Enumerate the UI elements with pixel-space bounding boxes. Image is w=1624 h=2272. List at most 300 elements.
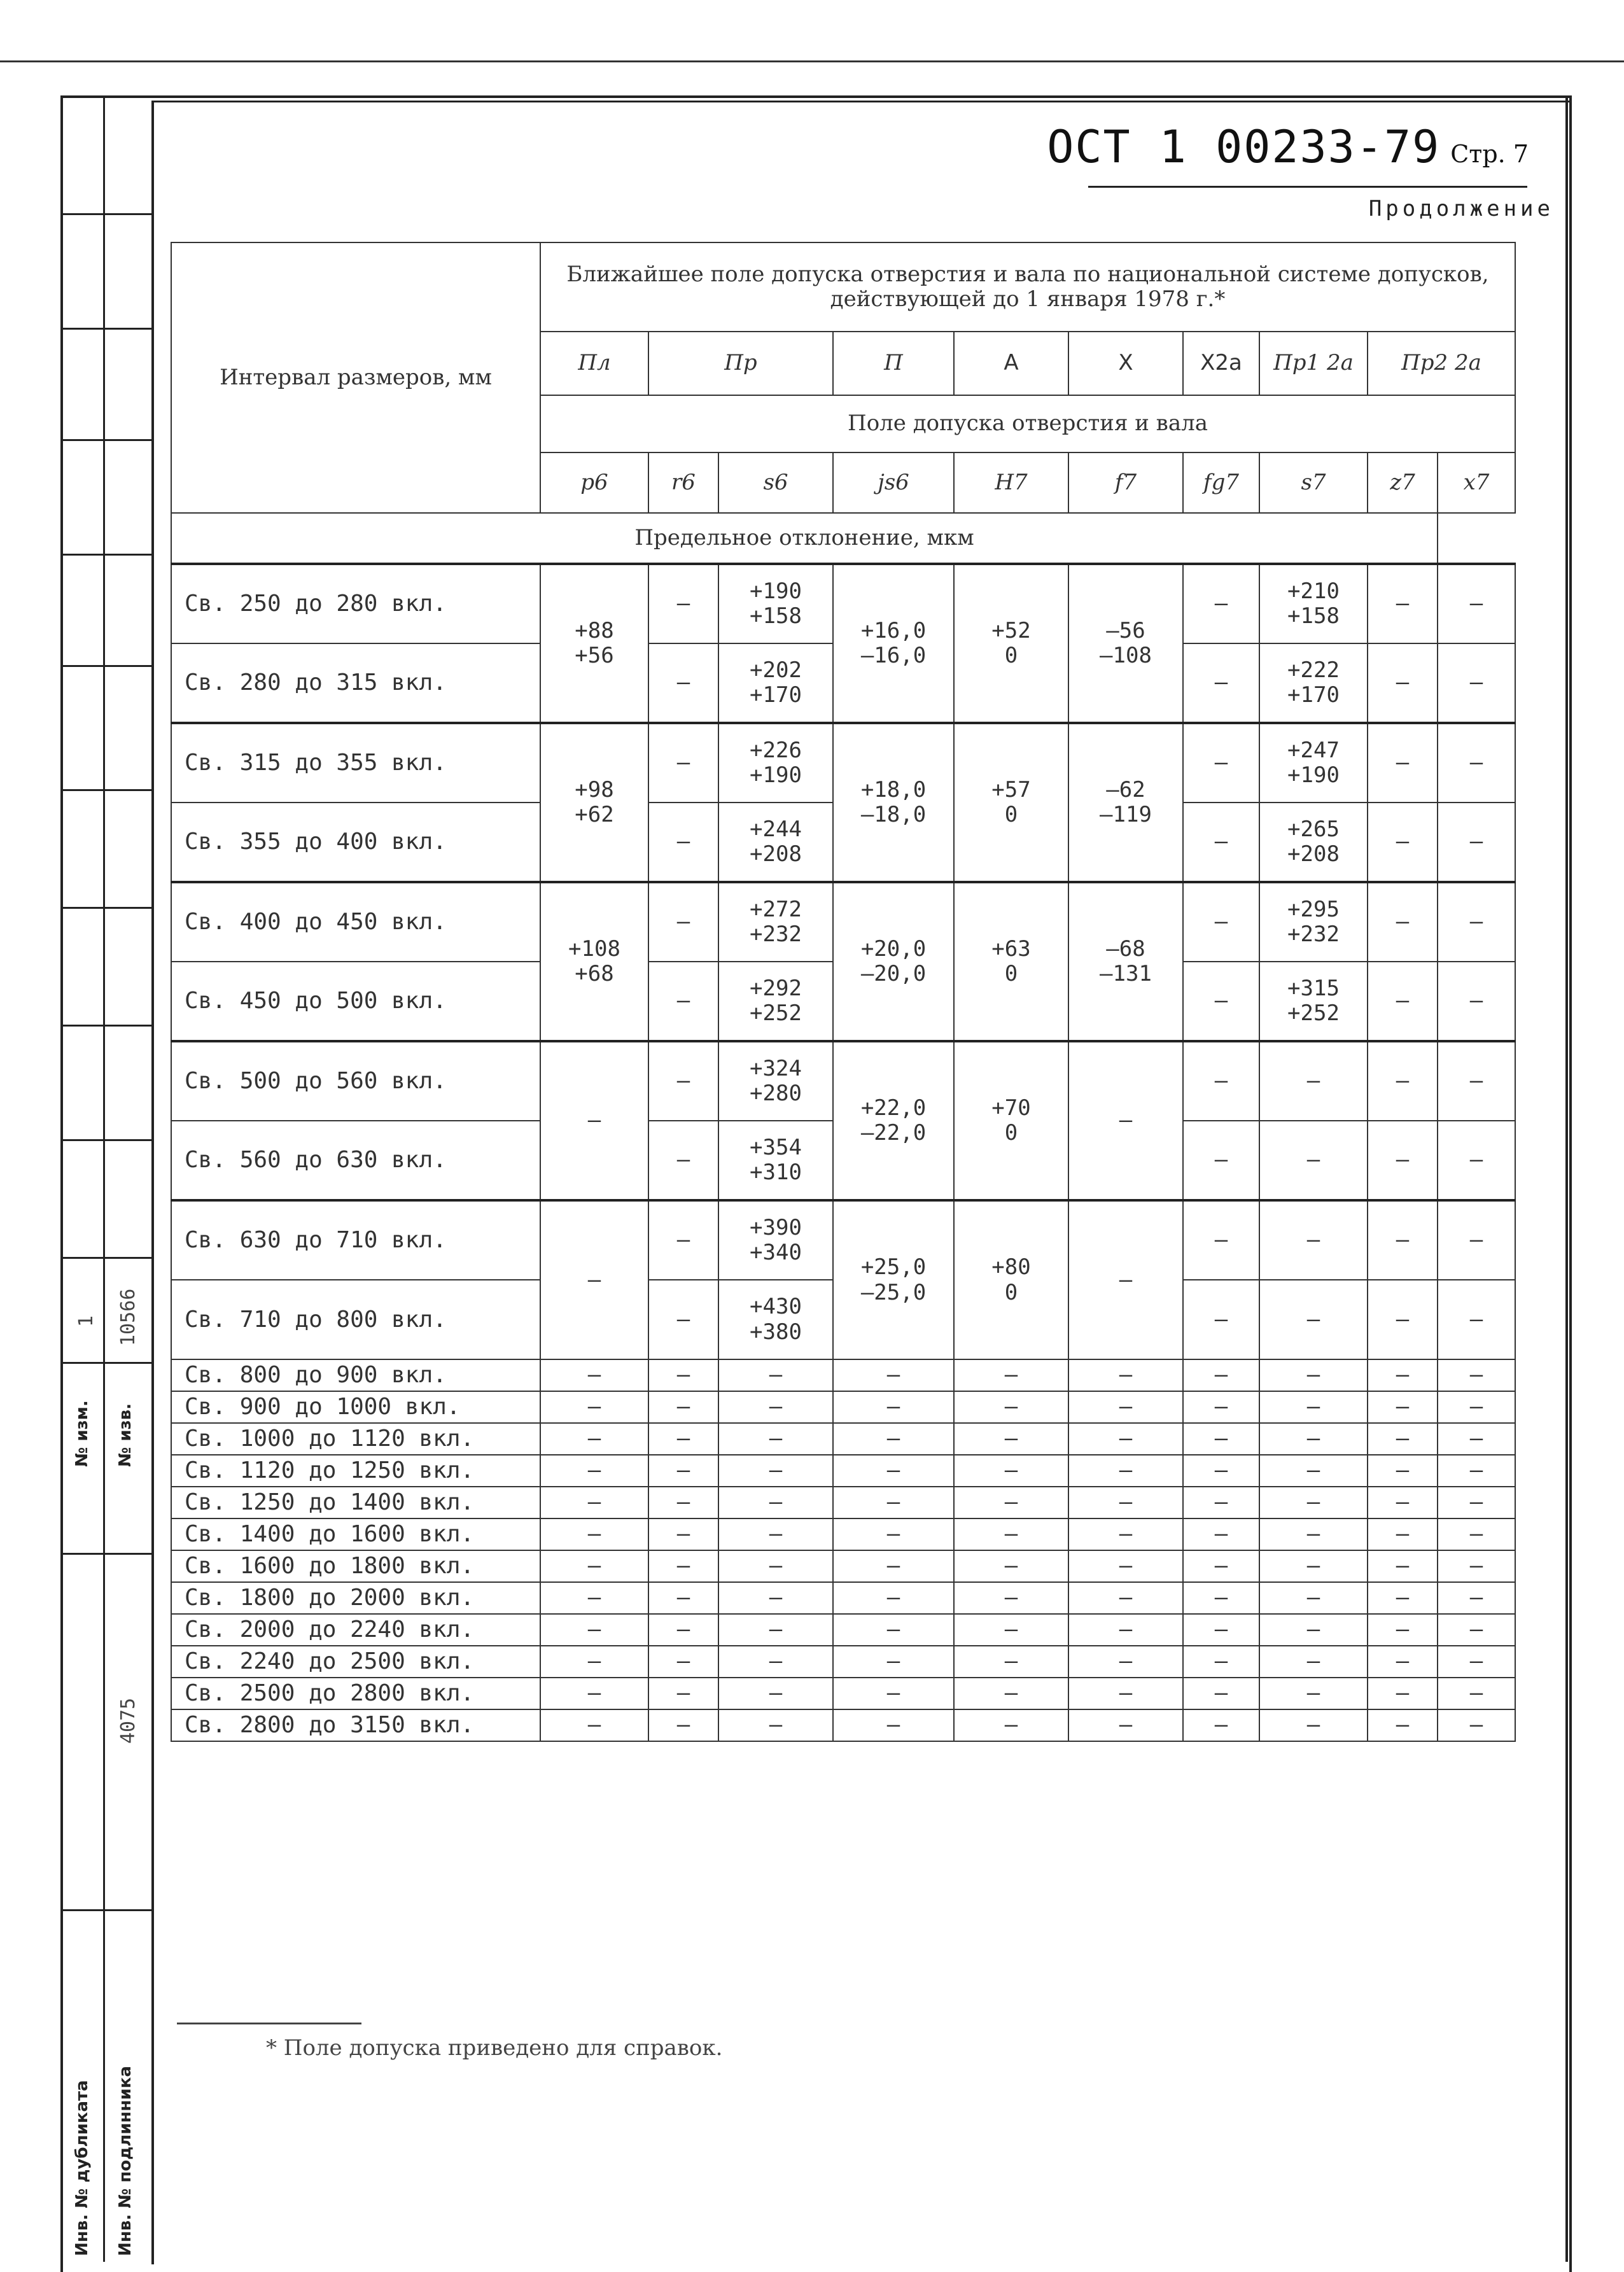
fg7-cell: –: [1183, 962, 1259, 1041]
margin-tick: [60, 554, 151, 556]
js6-cell: –: [833, 1582, 954, 1614]
js6-cell: –: [833, 1678, 954, 1709]
s6-cell: –: [718, 1614, 833, 1646]
table-row: [171, 1582, 1515, 1614]
field-label: Поле допуска отверстия и вала: [540, 395, 1515, 452]
p6-cell: –: [540, 1455, 648, 1487]
fg7-cell: –: [1183, 643, 1259, 723]
s7-cell-upper: +315: [1287, 975, 1340, 1001]
s6-cell: [718, 1280, 833, 1359]
interval-cell: Св. 1600 до 1800 вкл.: [171, 1550, 540, 1582]
s7-cell: –: [1259, 1582, 1368, 1614]
r6-cell: –: [648, 1423, 718, 1455]
interval-cell: Св. 560 до 630 вкл.: [171, 1121, 540, 1200]
r6-cell: –: [648, 1455, 718, 1487]
tolerance-table: [171, 242, 1516, 1742]
izm-value: 1: [75, 1315, 97, 1327]
s7-cell: [1259, 643, 1368, 723]
f7-cell: [1068, 564, 1183, 723]
table-row: [171, 1455, 1515, 1487]
p6-cell: –: [540, 1041, 648, 1200]
fg7-cell: –: [1183, 1121, 1259, 1200]
x7-cell: –: [1438, 1041, 1515, 1121]
f7-cell: –: [1068, 1678, 1183, 1709]
national-field-a: А: [954, 332, 1068, 395]
p6-cell-upper: +88: [575, 617, 614, 643]
fg7-cell: –: [1183, 1646, 1259, 1678]
h7-cell-upper: +63: [991, 936, 1031, 962]
interval-cell: Св. 280 до 315 вкл.: [171, 643, 540, 723]
margin-tick: [60, 1362, 151, 1364]
js6-cell: –: [833, 1614, 954, 1646]
js6-cell-lower: –18,0: [860, 802, 927, 827]
interval-cell: Св. 900 до 1000 вкл.: [171, 1391, 540, 1423]
h7-cell-upper: +57: [991, 776, 1031, 803]
margin-tick: [60, 789, 151, 791]
fg7-cell: –: [1183, 1709, 1259, 1741]
p6-cell: –: [540, 1709, 648, 1741]
iso-field-fg7: fg7: [1183, 452, 1259, 513]
z7-cell: –: [1368, 1646, 1438, 1678]
s7-cell: –: [1259, 1121, 1368, 1200]
h7-cell-lower: 0: [1004, 643, 1018, 668]
js6-cell: –: [833, 1646, 954, 1678]
iso-field-f7: f7: [1068, 452, 1183, 513]
s6-cell: –: [718, 1646, 833, 1678]
f7-cell: –: [1068, 1041, 1183, 1200]
izv-label: № изв.: [116, 1403, 135, 1467]
js6-cell-lower: –25,0: [860, 1279, 927, 1305]
h7-cell-upper: +70: [991, 1095, 1031, 1121]
s7-cell: –: [1259, 1041, 1368, 1121]
interval-cell: Св. 630 до 710 вкл.: [171, 1200, 540, 1280]
podl-value: 4075: [117, 1697, 139, 1744]
footnote-rule: [177, 2023, 361, 2024]
x7-cell: –: [1438, 1423, 1515, 1455]
s6-cell: [718, 882, 833, 962]
fg7-cell: –: [1183, 1359, 1259, 1391]
s6-cell-lower: +190: [750, 762, 802, 788]
r6-cell: –: [648, 1614, 718, 1646]
s6-cell: [718, 723, 833, 803]
margin-tick: [60, 439, 151, 441]
r6-cell: –: [648, 723, 718, 803]
x7-cell: –: [1438, 1582, 1515, 1614]
s6-cell: [718, 1121, 833, 1200]
js6-cell: [833, 1200, 954, 1359]
s6-cell: –: [718, 1518, 833, 1550]
js6-cell: –: [833, 1423, 954, 1455]
js6-cell-lower: –16,0: [860, 643, 927, 668]
js6-cell: [833, 1041, 954, 1200]
doc-number-underline: [1088, 186, 1527, 188]
js6-cell-lower: –22,0: [860, 1120, 927, 1146]
r6-cell: –: [648, 1391, 718, 1423]
interval-cell: Св. 1120 до 1250 вкл.: [171, 1455, 540, 1487]
table-row: [171, 1041, 1515, 1121]
s7-cell-upper: +210: [1287, 578, 1340, 604]
z7-cell: –: [1368, 1487, 1438, 1518]
fg7-cell: –: [1183, 882, 1259, 962]
f7-cell-lower: –108: [1100, 643, 1152, 668]
s7-cell-upper: +247: [1287, 737, 1340, 763]
table-row: [171, 882, 1515, 962]
s6-cell: [718, 564, 833, 643]
interval-cell: Св. 1000 до 1120 вкл.: [171, 1423, 540, 1455]
h7-cell: [954, 1041, 1068, 1200]
s6-cell-upper: +190: [750, 578, 802, 604]
js6-cell-upper: +22,0: [860, 1095, 927, 1121]
s7-cell-lower: +232: [1287, 922, 1340, 947]
f7-cell: –: [1068, 1455, 1183, 1487]
top-rule: [0, 60, 1624, 62]
s6-cell: [718, 1200, 833, 1280]
interval-cell: Св. 2240 до 2500 вкл.: [171, 1646, 540, 1678]
fg7-cell: –: [1183, 1423, 1259, 1455]
p6-cell-lower: +62: [575, 802, 614, 827]
h7-cell: [954, 564, 1068, 723]
interval-cell: Св. 1400 до 1600 вкл.: [171, 1518, 540, 1550]
s6-cell: –: [718, 1391, 833, 1423]
r6-cell: –: [648, 1487, 718, 1518]
f7-cell-lower: –119: [1100, 802, 1152, 827]
fg7-cell: –: [1183, 1487, 1259, 1518]
interval-cell: Св. 315 до 355 вкл.: [171, 723, 540, 803]
fg7-cell: –: [1183, 803, 1259, 882]
js6-cell: –: [833, 1550, 954, 1582]
f7-cell: –: [1068, 1200, 1183, 1359]
s7-cell: –: [1259, 1455, 1368, 1487]
r6-cell: –: [648, 1678, 718, 1709]
interval-cell: Св. 355 до 400 вкл.: [171, 803, 540, 882]
f7-cell: [1068, 723, 1183, 882]
x7-cell: –: [1438, 1359, 1515, 1391]
margin-tick: [60, 1025, 151, 1027]
s6-cell-lower: +232: [750, 922, 802, 947]
s6-cell-lower: +158: [750, 603, 802, 629]
interval-cell: Св. 400 до 450 вкл.: [171, 882, 540, 962]
s6-cell-lower: +340: [750, 1240, 802, 1265]
s6-cell: [718, 643, 833, 723]
x7-cell: –: [1438, 803, 1515, 882]
p6-cell: [540, 882, 648, 1041]
x7-cell: –: [1438, 1678, 1515, 1709]
s6-cell-upper: +354: [750, 1134, 802, 1160]
h7-cell: –: [954, 1709, 1068, 1741]
s6-cell-lower: +280: [750, 1081, 802, 1106]
s6-cell: –: [718, 1423, 833, 1455]
footnote: * Поле допуска приведено для справок.: [266, 2035, 723, 2061]
table-row: [171, 1518, 1515, 1550]
r6-cell: –: [648, 1200, 718, 1280]
p6-cell: –: [540, 1487, 648, 1518]
js6-cell: –: [833, 1359, 954, 1391]
table-row: [171, 1391, 1515, 1423]
s7-cell: –: [1259, 1614, 1368, 1646]
z7-cell: –: [1368, 962, 1438, 1041]
s7-cell: –: [1259, 1646, 1368, 1678]
table-row: [171, 1709, 1515, 1741]
f7-cell: –: [1068, 1518, 1183, 1550]
fg7-cell: –: [1183, 1041, 1259, 1121]
r6-cell: –: [648, 1359, 718, 1391]
page-number: Стр. 7: [1450, 140, 1529, 168]
js6-cell: –: [833, 1455, 954, 1487]
p6-cell: –: [540, 1678, 648, 1709]
interval-cell: Св. 500 до 560 вкл.: [171, 1041, 540, 1121]
fg7-cell: –: [1183, 1518, 1259, 1550]
interval-cell: Св. 1800 до 2000 вкл.: [171, 1582, 540, 1614]
z7-cell: –: [1368, 564, 1438, 643]
r6-cell: –: [648, 1280, 718, 1359]
x7-cell: –: [1438, 1518, 1515, 1550]
p6-cell: –: [540, 1582, 648, 1614]
iso-field-s6: s6: [718, 452, 833, 513]
z7-cell: –: [1368, 1614, 1438, 1646]
z7-cell: –: [1368, 882, 1438, 962]
z7-cell: –: [1368, 1550, 1438, 1582]
fg7-cell: –: [1183, 1455, 1259, 1487]
x7-cell: –: [1438, 723, 1515, 803]
table-row: [171, 1646, 1515, 1678]
js6-cell-upper: +18,0: [860, 776, 927, 803]
r6-cell: –: [648, 962, 718, 1041]
f7-cell-upper: –62: [1106, 776, 1145, 803]
national-field-pl: Пл: [540, 332, 648, 395]
p6-cell: –: [540, 1646, 648, 1678]
f7-cell: [1068, 882, 1183, 1041]
x7-cell: –: [1438, 1455, 1515, 1487]
s6-cell-lower: +310: [750, 1160, 802, 1185]
js6-cell: [833, 882, 954, 1041]
continuation-label: Продолжение: [1368, 196, 1554, 221]
p6-cell: [540, 723, 648, 882]
s7-cell: [1259, 882, 1368, 962]
x7-cell: –: [1438, 1487, 1515, 1518]
margin-tick: [60, 1553, 151, 1555]
r6-cell: –: [648, 643, 718, 723]
s7-cell: [1259, 723, 1368, 803]
margin-tick: [60, 665, 151, 667]
js6-cell: –: [833, 1391, 954, 1423]
interval-cell: Св. 2000 до 2240 вкл.: [171, 1614, 540, 1646]
h7-cell: –: [954, 1391, 1068, 1423]
izv-value: 10566: [117, 1288, 139, 1346]
js6-cell: –: [833, 1487, 954, 1518]
x7-cell: –: [1438, 962, 1515, 1041]
s7-cell: –: [1259, 1391, 1368, 1423]
s7-cell-lower: +252: [1287, 1000, 1340, 1026]
right-border: [1565, 95, 1568, 2262]
r6-cell: –: [648, 882, 718, 962]
r6-cell: –: [648, 1550, 718, 1582]
fg7-cell: –: [1183, 1200, 1259, 1280]
s7-cell-lower: +190: [1287, 762, 1340, 788]
p6-cell-lower: +68: [575, 961, 614, 986]
h7-cell-lower: 0: [1004, 1279, 1018, 1305]
margin-tick: [60, 328, 151, 330]
z7-cell: –: [1368, 1678, 1438, 1709]
p6-cell: –: [540, 1359, 648, 1391]
s6-cell-upper: +390: [750, 1214, 802, 1240]
h7-cell-lower: 0: [1004, 1120, 1018, 1146]
r6-cell: –: [648, 803, 718, 882]
s6-cell-upper: +244: [750, 816, 802, 842]
f7-cell: –: [1068, 1550, 1183, 1582]
f7-cell-upper: –56: [1106, 617, 1145, 643]
js6-cell: [833, 723, 954, 882]
js6-cell: [833, 564, 954, 723]
f7-cell-upper: –68: [1106, 936, 1145, 962]
s6-cell-upper: +292: [750, 975, 802, 1001]
s7-cell-upper: +295: [1287, 896, 1340, 922]
h7-cell: [954, 723, 1068, 882]
h7-cell: –: [954, 1455, 1068, 1487]
table-row: [171, 1550, 1515, 1582]
s7-cell: –: [1259, 1709, 1368, 1741]
table-row: [171, 723, 1515, 803]
x7-cell: –: [1438, 564, 1515, 643]
f7-cell: –: [1068, 1359, 1183, 1391]
z7-cell: –: [1368, 1391, 1438, 1423]
izm-label: № изм.: [73, 1400, 92, 1467]
interval-cell: Св. 800 до 900 вкл.: [171, 1359, 540, 1391]
z7-cell: –: [1368, 1518, 1438, 1550]
z7-cell: –: [1368, 723, 1438, 803]
s7-cell: –: [1259, 1678, 1368, 1709]
p6-cell-upper: +98: [575, 776, 614, 803]
s7-cell-lower: +170: [1287, 682, 1340, 708]
s7-cell: –: [1259, 1280, 1368, 1359]
s6-cell: [718, 962, 833, 1041]
s6-cell-upper: +324: [750, 1055, 802, 1081]
js6-cell: –: [833, 1709, 954, 1741]
r6-cell: –: [648, 1041, 718, 1121]
f7-cell: –: [1068, 1487, 1183, 1518]
deviation-label: Предельное отклонение, мкм: [171, 513, 1438, 564]
margin-tick: [60, 1257, 151, 1259]
z7-cell: –: [1368, 1359, 1438, 1391]
margin-tick: [60, 1909, 151, 1911]
s7-cell-upper: +222: [1287, 657, 1340, 683]
interval-cell: Св. 450 до 500 вкл.: [171, 962, 540, 1041]
s7-cell: [1259, 564, 1368, 643]
r6-cell: –: [648, 1646, 718, 1678]
s7-cell: –: [1259, 1359, 1368, 1391]
s6-cell-upper: +430: [750, 1294, 802, 1320]
table-row: [171, 1487, 1515, 1518]
r6-cell: –: [648, 1582, 718, 1614]
dubl-label: Инв. № дубликата: [73, 2080, 92, 2256]
z7-cell: –: [1368, 643, 1438, 723]
table-row: [171, 564, 1515, 643]
s6-cell: –: [718, 1582, 833, 1614]
margin-tick: [60, 1139, 151, 1141]
fg7-cell: –: [1183, 723, 1259, 803]
national-system-header: Ближайшее поле допуска отверстия и вала по национальной системе допусков, действующей до 1 января 1978 г.*: [540, 242, 1515, 332]
z7-cell: –: [1368, 803, 1438, 882]
s6-cell-upper: +226: [750, 737, 802, 763]
s7-cell: –: [1259, 1518, 1368, 1550]
r6-cell: –: [648, 1121, 718, 1200]
s7-cell: –: [1259, 1550, 1368, 1582]
x7-cell: –: [1438, 1200, 1515, 1280]
margin-tick: [60, 213, 151, 215]
iso-field-js6: js6: [833, 452, 954, 513]
fg7-cell: –: [1183, 1280, 1259, 1359]
s7-cell: –: [1259, 1487, 1368, 1518]
p6-cell-upper: +108: [568, 936, 620, 962]
h7-cell: –: [954, 1678, 1068, 1709]
s7-cell: –: [1259, 1423, 1368, 1455]
interval-cell: Св. 1250 до 1400 вкл.: [171, 1487, 540, 1518]
s6-cell-lower: +380: [750, 1319, 802, 1345]
s7-cell: [1259, 962, 1368, 1041]
fg7-cell: –: [1183, 1550, 1259, 1582]
r6-cell: –: [648, 564, 718, 643]
fg7-cell: –: [1183, 1614, 1259, 1646]
h7-cell: –: [954, 1614, 1068, 1646]
s6-cell: [718, 803, 833, 882]
f7-cell-lower: –131: [1100, 961, 1152, 986]
f7-cell: –: [1068, 1582, 1183, 1614]
s7-cell-lower: +208: [1287, 841, 1340, 867]
js6-cell: –: [833, 1518, 954, 1550]
js6-cell-upper: +25,0: [860, 1254, 927, 1280]
fg7-cell: –: [1183, 1678, 1259, 1709]
z7-cell: –: [1368, 1041, 1438, 1121]
s6-cell: [718, 1041, 833, 1121]
f7-cell: –: [1068, 1709, 1183, 1741]
iso-field-s7: s7: [1259, 452, 1368, 513]
interval-header: Интервал размеров, мм: [171, 242, 540, 513]
x7-cell: –: [1438, 1280, 1515, 1359]
iso-field-r6: r6: [648, 452, 718, 513]
interval-cell: Св. 2500 до 2800 вкл.: [171, 1678, 540, 1709]
table-row: [171, 1614, 1515, 1646]
table-row: [171, 1423, 1515, 1455]
x7-cell: –: [1438, 1709, 1515, 1741]
s6-cell: –: [718, 1359, 833, 1391]
s6-cell-upper: +272: [750, 896, 802, 922]
js6-cell-upper: +16,0: [860, 617, 927, 643]
h7-cell: –: [954, 1646, 1068, 1678]
s7-cell-lower: +158: [1287, 603, 1340, 629]
s7-cell: [1259, 803, 1368, 882]
p6-cell: –: [540, 1614, 648, 1646]
iso-field-z7: z7: [1368, 452, 1438, 513]
document-number: [1047, 121, 1529, 173]
national-field-pr1-2a: Пр1 2а: [1259, 332, 1368, 395]
x7-cell: –: [1438, 882, 1515, 962]
h7-cell: [954, 882, 1068, 1041]
s6-cell: –: [718, 1550, 833, 1582]
x7-cell: –: [1438, 643, 1515, 723]
h7-cell: [954, 1200, 1068, 1359]
table-row: [171, 1678, 1515, 1709]
s7-cell: –: [1259, 1200, 1368, 1280]
x7-cell: –: [1438, 1614, 1515, 1646]
iso-field-p6: p6: [540, 452, 648, 513]
js6-cell-lower: –20,0: [860, 961, 927, 986]
national-field-p: П: [833, 332, 954, 395]
h7-cell-upper: +80: [991, 1254, 1031, 1280]
r6-cell: –: [648, 1518, 718, 1550]
national-field-pr: Пр: [648, 332, 833, 395]
f7-cell: –: [1068, 1423, 1183, 1455]
national-field-x2a: Х2а: [1183, 332, 1259, 395]
js6-cell-upper: +20,0: [860, 936, 927, 962]
